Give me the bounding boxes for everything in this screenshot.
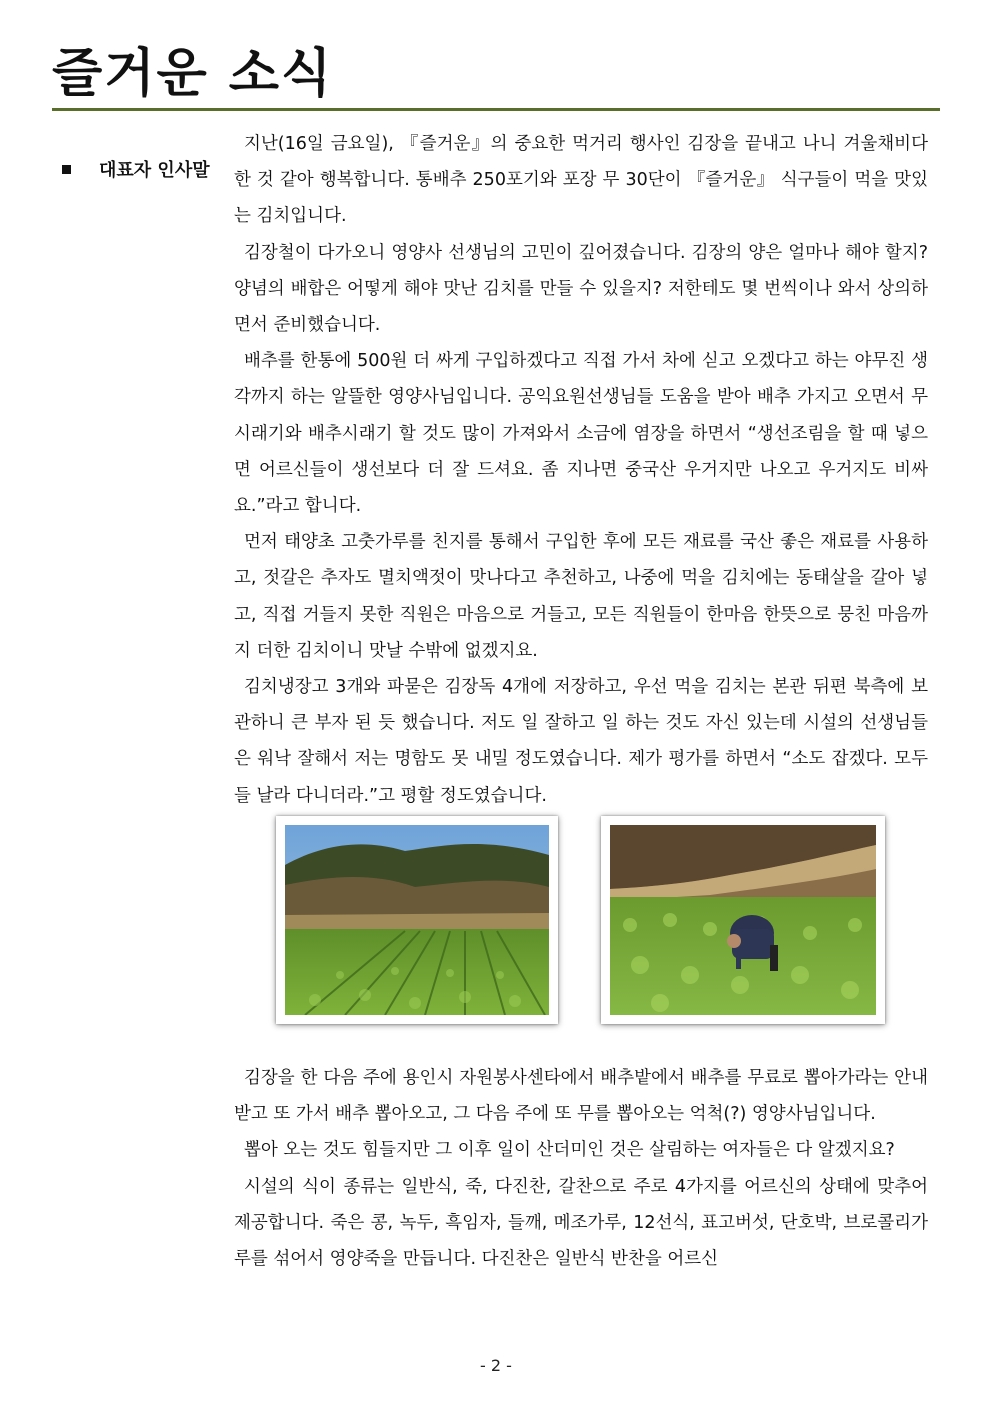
cabbage-picking-image bbox=[610, 825, 876, 1015]
cabbage-field-image bbox=[285, 825, 549, 1015]
paragraph: 뽑아 오는 것도 힘들지만 그 이후 일이 산더미인 것은 살림하는 여자들은 다 알겠지요? bbox=[244, 1140, 895, 1161]
paragraph: 김치냉장고 3개와 파묻은 김장독 4개에 저장하고, 우선 먹을 김치는 본관 뒤편 북측에 보관하니 큰 부자 된 듯 했습니다. 저도 일 잘하고 일 하는 것도 자신 있는데 시설의 선생님들은 워낙 잘해서 저는 명함도 못 내밀 정도였습니다. 제가 평가를 하면서 “소도 잡겠다. 모두들 날라 다니더라.”고 평할 정도였습니다. bbox=[234, 677, 928, 806]
paragraph: 김장을 한 다음 주에 용인시 자원봉사센타에서 배추밭에서 배추를 무료로 뽑아가라는 안내 받고 또 가서 배추 뽑아오고, 그 다음 주에 또 무를 뽑아오는 억척(?) 영양사님입니다. bbox=[234, 1068, 928, 1125]
paragraph: 김장철이 다가오니 영양사 선생님의 고민이 깊어졌습니다. 김장의 양은 얼마나 해야 할지? 양념의 배합은 어떻게 해야 맛난 김치를 만들 수 있을지? 저한테도 몇 번씩이나 와서 상의하면서 준비했습니다. bbox=[234, 242, 928, 336]
title-rule bbox=[52, 108, 940, 111]
section-label-text: 대표자 인사말 bbox=[99, 160, 210, 181]
page-number: - 2 - bbox=[480, 1356, 512, 1375]
paragraph: 시설의 식이 종류는 일반식, 죽, 다진찬, 갈찬으로 주로 4가지를 어르신의 상태에 맞추어 제공합니다. 죽은 콩, 녹두, 흑임자, 들깨, 메조가루, 12선식, 표고버섯, 단호박, 브로콜리가루를 섞어서 영양죽을 만듭니다. 다진찬은 일반식 반찬을 어르신 bbox=[234, 1176, 928, 1270]
paragraph: 먼저 태양초 고춧가루를 친지를 통해서 구입한 후에 모든 재료를 국산 좋은 재료를 사용하고, 젓갈은 추자도 멸치액젓이 맛나다고 추천하고, 나중에 먹을 김치에는 동태살을 갈아 넣고, 직접 거들지 못한 직원은 마음으로 거들고, 모든 직원들이 한마음 한뜻으로 뭉친 마음까지 더한 김치이니 맛날 수밖에 없겠지요. bbox=[234, 532, 928, 661]
body-text-bottom bbox=[234, 1060, 928, 1277]
cabbage-picking-photo bbox=[601, 816, 885, 1024]
page-title: 즐거운 소식 bbox=[52, 44, 334, 104]
bullet-icon bbox=[62, 165, 71, 174]
section-label bbox=[62, 158, 210, 184]
paragraph: 지난(16일 금요일), 『즐거운』의 중요한 먹거리 행사인 김장을 끝내고 나니 겨울채비다 한 것 같아 행복합니다. 통배추 250포기와 포장 무 30단이 『즐거운』 식구들이 먹을 맛있는 김치입니다. bbox=[234, 134, 928, 227]
body-text-top bbox=[234, 126, 928, 814]
cabbage-field-photo bbox=[276, 816, 558, 1024]
paragraph: 배추를 한통에 500원 더 싸게 구입하겠다고 직접 가서 차에 싣고 오겠다고 하는 야무진 생각까지 하는 알뜰한 영양사님입니다. 공익요원선생님들 도움을 받아 배추 가지고 오면서 무시래기와 배추시래기 할 것도 많이 가져와서 소금에 염장을 하면서 “생선조림을 할 때 넣으면 어르신들이 생선보다 더 잘 드셔요. 좀 지나면 중국산 우거지만 나오고 우거지도 비싸요.”라고 합니다. bbox=[234, 351, 928, 517]
